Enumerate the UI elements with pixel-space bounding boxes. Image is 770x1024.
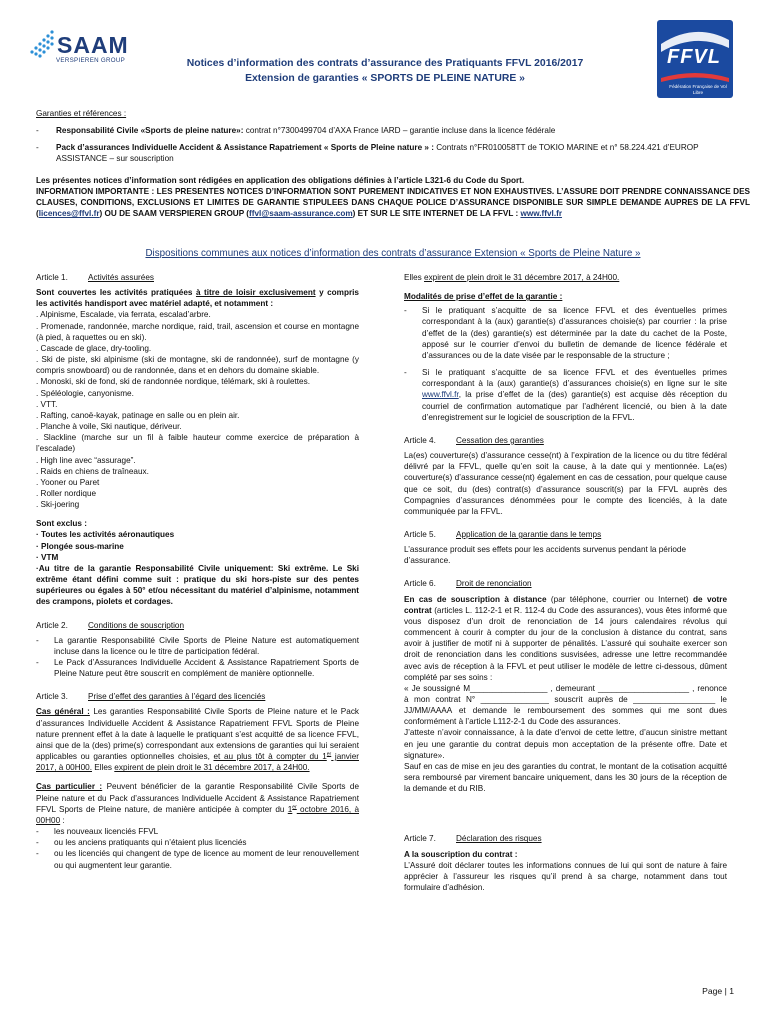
list-item: - ou les anciens pratiquants qui n’étaient plus licenciés [36,838,247,848]
ffvl-logo-text: FFVL [667,46,721,68]
article-2-heading: Article 2. Conditions de souscription [36,620,185,630]
article-6-text: En cas de souscription à distance (par téléphone, courrier ou Internet) de votre contrat (articles L. 112-2-1 et R. 112-4 du Code des assurances), vous êtes informé que vous disposez d’un droit de renonciation de 14 jours calendaires révolus qui commencent à courir à compter du jour de la conclusion à distance du contrat, sans avoir à justifier de motif ni à supporter de pénalités. L’assuré qui souhaite exercer son droit de renonciation dans les conditions susvisées, adresse une lettre recommandée avec avis de réception à la FFVL et peut utiliser le modèle de lettre ci-dessous, dûment complété par ses soins : [404,594,727,682]
guarantees-heading: Garanties et références : [36,109,127,118]
list-item: - les nouveaux licenciés FFVL [36,827,159,837]
article-7-heading: Article 7. Déclaration des risques [404,834,542,844]
article-6-heading: Article 6. Droit de renonciation [404,579,532,589]
list-item: - ou les licenciés qui changent de type de licence au moment de leur renouvellement ou qui augmentent leur garantie. [36,849,359,870]
list-item: . VTT. [36,399,58,409]
article-3-special-case: Cas particulier : Peuvent bénéficier de la garantie Responsabilité Civile Sports de Pleine nature et du Pack d’assurances Individuelle Accident & Assistance Rapatriement FFVL Sports de Pleine nature, de manière anticipée à compter du 1er octobre 2016, à 00H00 : [36,782,360,825]
article-7-subheading: A la souscription du contrat : [404,849,518,859]
article-4-text: La(es) couverture(s) d’assurance cesse(nt) à l’expiration de la licence ou du titre fédéral délivré par la FFVL, quelle qu’en soit la cause, à la date qui y mentionnée. La(es) couverture(s) d’assurance cesse(nt) également en cas de cessation, pour quelque cause que ce soit, du (des) contrat(s) d’assurance souscrit(s) par la FFVL auprès des Compagnies d’assurances dénommées pour le compte des licenciés, à la date communiquée par la FFVL. [404,451,727,516]
list-item: · VTM [36,552,59,562]
dispositions-heading: Dispositions communes aux notices d’information des contrats d’assurance Extension « Sports de Pleine Nature » [145,248,641,259]
list-item: . Rafting, canoë-kayak, patinage en salle ou en plein air. [36,410,240,420]
list-item: . Slackline (marche sur un fil à faible hauteur comme exercice de préparation à l’escalade) [36,433,359,454]
exclusions-list [36,518,359,607]
email-licences-link[interactable]: licences@ffvl.fr [38,209,100,219]
list-item: . High line avec “assurage”. [36,455,136,465]
article-1-intro: Sont couvertes les activités pratiquées à titre de loisir exclusivement y compris les activités handisport avec matériel adapté, et notamment : [36,288,359,309]
list-item: · Plongée sous-marine [36,541,124,551]
ffvl-site-link[interactable]: www.ffvl.fr [422,390,459,400]
title-line-2: Extension de garanties « SPORTS DE PLEINE NATURE » [245,73,525,85]
saam-logo-text: SAAM [57,32,129,58]
email-saam-link[interactable]: ffvl@saam-assurance.com [249,209,353,219]
list-item: . Raids en chiens de traîneaux. [36,466,149,476]
ffvl-logo [655,18,735,100]
guarantee-item: - Responsabilité Civile «Sports de pleine nature»: contrat n°7300499704 d’AXA France IARD – garantie incluse dans la licence fédérale [36,126,556,136]
article-3-general-case: Cas général : Les garanties Responsabilité Civile Sports de Pleine nature et le Pack d’assurances Individuelle Accident & Assistance Rapatriement FFVL Sports de Pleine nature prennent effet à la date à laquelle le pratiquant s’est acquitté de sa licence FFVL, ainsi que de la (des) prime(s) correspondant aux extensions de garanties qui lui seraient applicables ou garanties optionnelles choisies, et au plus tôt à compter du 1er janvier 2017, à 00H00. Elles expirent de plein droit le 31 décembre 2017, à 24H00. [36,707,360,773]
list-item: . Roller nordique [36,488,97,498]
article-3-heading: Article 3. Prise d’effet des garanties à l’égard des licenciés [36,692,266,702]
article-5-heading: Article 5. Application de la garantie dans le temps [404,529,602,539]
saam-swoosh-icon [28,26,58,62]
renunciation-attestation: J’atteste n’avoir connaissance, à la date d’envoi de cette lettre, d’aucun sinistre mettant en jeu une garantie du contrat depuis mon acceptation de la présente offre. Date et signature». [404,728,727,760]
guarantee-item: - Pack d’assurances Individuelle Accident & Assistance Rapatriement « Sports de Pleine nature » : Contrats n°FR010058TT de TOKIO MARINE et n° 58.224.421 d’EUROP ASSISTANCE – sur souscription [36,143,699,164]
guarantees-section [36,108,750,223]
list-item: ·Au titre de la garantie Responsabilité Civile uniquement: Ski extrême. Le Ski extrême étant défini comme suit : pratique du ski hors-piste sur des pentes supérieures ou égales à 50° et/ou nécessitant du matériel d’alpinisme, notamment des crampons, piolets et cordages. [36,563,359,607]
list-item: . Ski-joering [36,500,80,510]
article-7-text: L’Assuré doit déclarer toutes les informations connues de lui qui sont de nature à faire apprécier à l’assureur les risques qu’il prend à sa charge, notamment dans tout formulaire d’adhésion. [404,860,727,893]
guarantee-name: Responsabilité Civile «Sports de pleine nature»: [56,126,244,136]
document-title [160,56,610,86]
guarantee-text: Contrats n°FR010058TT de TOKIO MARINE et n° 58.224.421 d’EUROP ASSISTANCE – sur souscription [56,143,699,164]
list-item: . Cascade de glace, dry-tooling. [36,343,152,353]
list-item: . Spéléologie, canyonisme. [36,388,134,398]
saam-logo [28,20,138,70]
list-item: - Si le pratiquant s’acquitte de sa licence FFVL et des éventuelles primes correspondant à la (aux) garantie(s) d’assurances choisie(s) par courrier : la prise d’effet de la (des) garantie(s) est déterminée par la date du cachet de la Poste, apposé sur le courrier d’envoi du bulletin de demande de licence fédérale et d’assurances ou de la date visée par le responsable de la structure ; [404,306,727,360]
ffvl-site-link[interactable]: www.ffvl.fr [520,209,563,219]
article-5-text: L’assurance produit ses effets pour les accidents survenus pendant la période d’assurance. [404,545,687,566]
right-column [404,272,727,893]
activities-list [36,309,359,510]
renunciation-letter-model: « Je soussigné M_________________ , demeurant ____________________ , renonce à mon contrat N° _______________ souscrit auprès de __________________ le JJ/MM/AAAA et demande le remboursement des sommes qui me sont dues conformément à l’article L112-2-1 du Code des assurances. [404,683,727,727]
list-item: . Promenade, randonnée, marche nordique, raid, trail, ascension et course en montagne (à pied, à raquettes ou en ski). [36,321,359,342]
list-item: . Ski de piste, ski alpinisme (ski de montagne, ski de randonnée), surf de montagne (y compris snowboard) ou de randonnée, dans et en dehors du domaine skiable. [36,355,359,376]
list-item: - La garantie Responsabilité Civile Sports de Pleine Nature est automatiquement incluse dans la licence ou le titre de participation fédéral. [36,635,359,656]
list-item: . Yooner ou Paret [36,477,100,487]
list-item: - Le Pack d’Assurances Individuelle Accident & Assistance Rapatriement Sports de Pleine Nature peut être souscrit en complément de manière optionnelle. [36,658,359,679]
modalities-heading: Modalités de prise d’effet de la garantie : [404,292,563,302]
article-4-heading: Article 4. Cessation des garanties [404,435,544,445]
intro-para-2: INFORMATION IMPORTANTE : LES PRESENTES NOTICES D’INFORMATION SONT PUREMENT INDICATIVES ET NON EXHAUSTIVES. L’ASSURE DOIT PRENDRE CONNAISSANCE DES CLAUSES, CONDITIONS, EXCLUSIONS ET LIMITES DE GARANTIE STIPULEES DANS CHAQUE POLICE D’ASSURANCE DISPONIBLE SUR SIMPLE DEMANDE AUPRES DE LA FFVL (licences@ffvl.fr) OU DE SAAM VERSPIEREN GROUP (ffvl@saam-assurance.com) ET SUR LE SITE INTERNET DE LA FFVL : www.ffvl.fr [36,186,750,219]
expiry-text: Elles expirent de plein droit le 31 décembre 2017, à 24H00. [404,273,620,282]
list-item: . Alpinisme, Escalade, via ferrata, escalad’arbre. [36,310,211,320]
title-line-1: Notices d’information des contrats d’assurance des Pratiquants FFVL 2016/2017 [186,58,584,69]
intro-para-1: Les présentes notices d’information sont rédigées en application des obligations définies à l’article L321-6 du Code du Sport. [36,175,525,185]
list-item: . Monoski, ski de fond, ski de randonnée nordique, télémark, ski à roulettes. [36,377,310,387]
list-item: . Planche à voile, Ski nautique, dériveur. [36,422,182,432]
guarantee-text: contrat n°7300499704 d’AXA France IARD – garantie incluse dans la licence fédérale [243,126,556,136]
left-column [36,272,359,871]
exclusions-heading: Sont exclus : [36,519,87,529]
saam-logo-subtitle: VERSPIEREN GROUP [56,57,126,64]
ffvl-logo-subtitle: Fédération Française de Vol Libre [669,84,727,95]
list-item: · Toutes les activités aéronautiques [36,530,175,540]
guarantee-name: Pack d’assurances Individuelle Accident & Assistance Rapatriement « Sports de Pleine nature » : [56,143,434,153]
refund-text: Sauf en cas de mise en jeu des garanties du contrat, le montant de la cotisation acquitté sera remboursé par virement bancaire uniquement, dans les 30 jours de la réception de la demande et du RIB. [404,761,727,794]
article-1-heading: Article 1. Activités assurées [36,273,154,282]
page-number: Page | 1 [702,986,734,996]
list-item: - Si le pratiquant s’acquitte de sa licence FFVL et des éventuelles primes correspondant à la (aux) garantie(s) d’assurances choisie(s) en ligne sur le site www.ffvl.fr, la prise d’effet de la (des) garantie(s) est acquise dès réception du courriel de confirmation automatique par l’adhérent licencié, ou bien à la date d’enregistrement sur le logiciel de souscription de la FFVL. [404,368,727,422]
